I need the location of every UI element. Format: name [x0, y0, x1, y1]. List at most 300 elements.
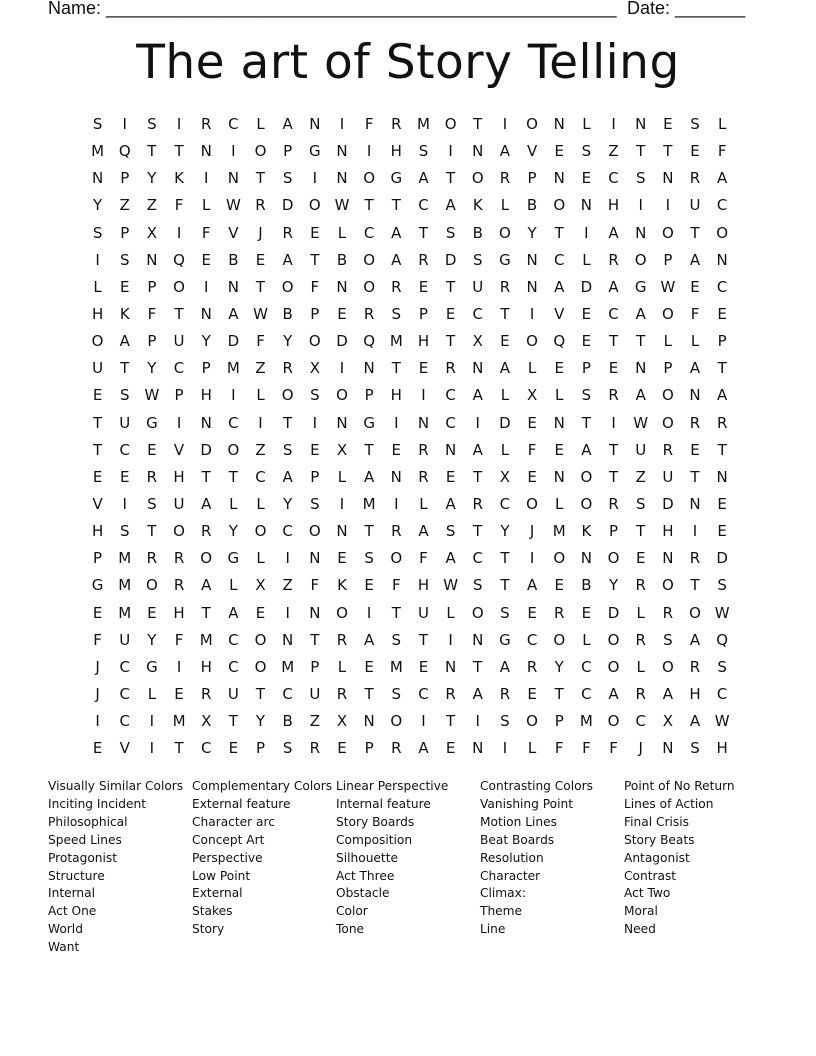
grid-letter[interactable]: O	[661, 657, 674, 676]
grid-letter[interactable]: K	[174, 169, 184, 188]
grid-letter[interactable]: L	[663, 332, 673, 351]
grid-letter[interactable]: I	[312, 169, 318, 188]
grid-letter[interactable]: U	[173, 332, 185, 351]
grid-letter[interactable]: F	[609, 739, 618, 758]
grid-letter[interactable]: M	[118, 603, 132, 622]
grid-letter[interactable]: X	[336, 712, 348, 731]
grid-letter[interactable]: N	[390, 467, 402, 486]
grid-letter[interactable]: E	[635, 549, 646, 568]
grid-letter[interactable]: H	[417, 576, 430, 595]
grid-letter[interactable]: E	[445, 739, 456, 758]
grid-letter[interactable]: Y	[147, 630, 157, 649]
grid-letter[interactable]: C	[445, 413, 456, 432]
grid-letter[interactable]: T	[310, 630, 320, 649]
grid-letter[interactable]: N	[336, 169, 348, 188]
grid-letter[interactable]: O	[363, 169, 376, 188]
grid-letter[interactable]: O	[607, 712, 620, 731]
grid-letter[interactable]: I	[95, 712, 100, 731]
grid-letter[interactable]: B	[472, 223, 483, 242]
grid-letter[interactable]: E	[554, 359, 564, 378]
grid-letter[interactable]: T	[147, 142, 157, 161]
grid-letter[interactable]: L	[500, 386, 510, 405]
grid-letter[interactable]: O	[363, 250, 376, 269]
grid-letter[interactable]: Z	[282, 576, 293, 595]
grid-letter[interactable]: T	[174, 739, 184, 758]
grid-letter[interactable]: T	[364, 440, 374, 459]
grid-letter[interactable]: N	[227, 277, 239, 296]
grid-letter[interactable]: J	[529, 522, 535, 541]
grid-letter[interactable]: C	[173, 359, 185, 378]
grid-letter[interactable]: I	[502, 739, 508, 758]
grid-letter[interactable]: E	[527, 603, 537, 622]
grid-letter[interactable]: Y	[608, 576, 619, 595]
grid-letter[interactable]: T	[228, 712, 238, 731]
grid-letter[interactable]: E	[92, 467, 103, 486]
grid-letter[interactable]: S	[500, 603, 510, 622]
grid-letter[interactable]: M	[362, 494, 376, 513]
grid-letter[interactable]: I	[448, 630, 453, 649]
grid-letter[interactable]: L	[256, 115, 265, 133]
grid-letter[interactable]: L	[419, 494, 428, 513]
grid-letter[interactable]: C	[200, 739, 212, 758]
grid-letter[interactable]: O	[553, 196, 566, 215]
grid-letter[interactable]: T	[446, 712, 456, 731]
grid-letter[interactable]: I	[231, 386, 236, 405]
grid-letter[interactable]: A	[499, 657, 511, 676]
grid-letter[interactable]: A	[689, 250, 701, 269]
grid-letter[interactable]: C	[119, 684, 130, 703]
grid-letter[interactable]: N	[689, 386, 701, 405]
grid-letter[interactable]: Z	[635, 467, 646, 486]
grid-letter[interactable]: I	[339, 115, 345, 133]
grid-letter[interactable]: R	[282, 359, 293, 378]
grid-letter[interactable]: U	[309, 684, 321, 703]
grid-letter[interactable]: D	[281, 196, 294, 215]
grid-letter[interactable]: L	[555, 386, 564, 405]
grid-letter[interactable]: H	[716, 739, 728, 758]
grid-letter[interactable]: L	[636, 657, 645, 676]
grid-letter[interactable]: T	[92, 413, 103, 432]
grid-letter[interactable]: G	[146, 657, 158, 676]
grid-letter[interactable]: A	[526, 576, 538, 595]
grid-letter[interactable]: O	[661, 304, 674, 323]
grid-letter[interactable]: S	[663, 630, 673, 649]
grid-letter[interactable]: N	[309, 115, 321, 133]
grid-letter[interactable]: E	[581, 603, 592, 622]
grid-letter[interactable]: E	[255, 603, 266, 622]
grid-letter[interactable]: C	[418, 196, 429, 215]
grid-letter[interactable]: R	[608, 250, 619, 269]
grid-letter[interactable]: I	[258, 413, 263, 432]
grid-letter[interactable]: E	[608, 359, 619, 378]
grid-letter[interactable]: S	[581, 142, 592, 161]
grid-letter[interactable]: R	[554, 603, 565, 622]
grid-letter[interactable]: O	[336, 603, 348, 622]
grid-letter[interactable]: Y	[147, 169, 157, 188]
grid-letter[interactable]: M	[226, 359, 240, 378]
grid-letter[interactable]: R	[282, 223, 293, 242]
grid-letter[interactable]: N	[553, 115, 565, 133]
grid-letter[interactable]: Y	[283, 494, 293, 513]
grid-letter[interactable]: A	[418, 522, 429, 541]
grid-letter[interactable]: R	[608, 386, 619, 405]
grid-letter[interactable]: P	[581, 359, 591, 378]
grid-letter[interactable]: E	[92, 603, 103, 622]
grid-letter[interactable]: B	[282, 712, 293, 731]
grid-letter[interactable]: O	[145, 576, 158, 595]
grid-letter[interactable]: C	[228, 630, 239, 649]
grid-letter[interactable]: T	[663, 142, 673, 161]
grid-letter[interactable]: L	[582, 250, 591, 269]
grid-letter[interactable]: T	[418, 630, 429, 649]
grid-letter[interactable]: A	[689, 630, 701, 649]
grid-letter[interactable]: O	[661, 413, 674, 432]
grid-letter[interactable]: Q	[173, 250, 185, 269]
grid-letter[interactable]: O	[634, 250, 647, 269]
grid-letter[interactable]: I	[203, 277, 209, 296]
grid-letter[interactable]: E	[554, 142, 564, 161]
grid-letter[interactable]: Y	[147, 359, 157, 378]
grid-letter[interactable]: L	[93, 277, 102, 296]
grid-letter[interactable]: T	[446, 169, 456, 188]
grid-letter[interactable]: C	[553, 250, 565, 269]
grid-letter[interactable]: O	[173, 522, 185, 541]
grid-letter[interactable]: Z	[255, 440, 266, 459]
grid-letter[interactable]: S	[690, 739, 700, 758]
grid-letter[interactable]: S	[282, 739, 293, 758]
grid-letter[interactable]: I	[285, 603, 290, 622]
grid-letter[interactable]: O	[471, 603, 484, 622]
grid-letter[interactable]: T	[391, 196, 401, 215]
grid-letter[interactable]: P	[609, 522, 619, 541]
grid-letter[interactable]: A	[445, 549, 456, 568]
grid-letter[interactable]: R	[309, 739, 321, 758]
grid-letter[interactable]: T	[364, 684, 374, 703]
grid-letter[interactable]: J	[95, 684, 100, 703]
grid-letter[interactable]: O	[336, 386, 348, 405]
grid-letter[interactable]: N	[444, 657, 457, 676]
grid-letter[interactable]: E	[119, 277, 130, 296]
grid-letter[interactable]: O	[363, 277, 376, 296]
grid-letter[interactable]: P	[527, 169, 537, 188]
grid-letter[interactable]: S	[635, 494, 646, 513]
grid-letter[interactable]: R	[526, 657, 538, 676]
grid-letter[interactable]: I	[421, 712, 426, 731]
grid-letter[interactable]: F	[310, 576, 320, 595]
grid-letter[interactable]: C	[228, 413, 239, 432]
grid-letter[interactable]: F	[174, 196, 184, 215]
grid-letter[interactable]: R	[445, 359, 456, 378]
grid-letter[interactable]: O	[308, 522, 321, 541]
grid-letter[interactable]: O	[607, 657, 620, 676]
grid-letter[interactable]: C	[499, 494, 511, 513]
grid-letter[interactable]: R	[200, 115, 212, 133]
grid-letter[interactable]: E	[717, 304, 727, 323]
grid-letter[interactable]: R	[255, 196, 266, 215]
grid-letter[interactable]: X	[336, 440, 348, 459]
grid-letter[interactable]: F	[256, 332, 265, 351]
grid-letter[interactable]: I	[475, 712, 480, 731]
grid-letter[interactable]: R	[689, 413, 701, 432]
grid-letter[interactable]: C	[119, 440, 130, 459]
grid-letter[interactable]: G	[390, 169, 403, 188]
grid-letter[interactable]: T	[554, 684, 564, 703]
grid-letter[interactable]: T	[690, 223, 700, 242]
grid-letter[interactable]: E	[174, 684, 184, 703]
grid-letter[interactable]: L	[527, 739, 537, 758]
grid-letter[interactable]: L	[337, 467, 347, 486]
grid-letter[interactable]: N	[635, 223, 647, 242]
grid-letter[interactable]: N	[146, 250, 158, 269]
grid-letter[interactable]: R	[635, 684, 646, 703]
grid-letter[interactable]: A	[608, 277, 619, 296]
grid-letter[interactable]: R	[418, 250, 429, 269]
grid-letter[interactable]: U	[92, 359, 104, 378]
grid-letter[interactable]: C	[472, 549, 483, 568]
grid-letter[interactable]: E	[92, 386, 103, 405]
grid-letter[interactable]: O	[526, 332, 538, 351]
letter-grid[interactable]	[84, 111, 736, 762]
grid-letter[interactable]: S	[92, 115, 103, 133]
grid-letter[interactable]: S	[92, 223, 103, 242]
grid-letter[interactable]: A	[608, 223, 619, 242]
grid-letter[interactable]: U	[662, 467, 674, 486]
grid-letter[interactable]: N	[444, 440, 457, 459]
grid-letter[interactable]: T	[120, 359, 130, 378]
grid-letter[interactable]: A	[282, 467, 293, 486]
grid-letter[interactable]: O	[227, 440, 240, 459]
grid-letter[interactable]: N	[472, 739, 484, 758]
grid-letter[interactable]: Q	[553, 332, 566, 351]
grid-letter[interactable]: A	[228, 603, 239, 622]
grid-letter[interactable]: T	[228, 467, 238, 486]
grid-letter[interactable]: N	[553, 169, 565, 188]
grid-letter[interactable]: O	[553, 630, 566, 649]
grid-letter[interactable]: O	[444, 115, 457, 133]
grid-letter[interactable]: R	[391, 522, 402, 541]
grid-letter[interactable]: E	[418, 359, 429, 378]
grid-letter[interactable]: S	[364, 549, 374, 568]
grid-letter[interactable]: P	[663, 359, 673, 378]
grid-letter[interactable]: T	[364, 522, 374, 541]
grid-letter[interactable]: F	[364, 115, 374, 133]
grid-letter[interactable]: R	[499, 169, 511, 188]
grid-letter[interactable]: M	[199, 630, 213, 649]
grid-letter[interactable]: P	[201, 359, 211, 378]
grid-letter[interactable]: N	[336, 142, 348, 161]
grid-letter[interactable]: C	[581, 684, 592, 703]
grid-letter[interactable]: L	[690, 332, 700, 351]
grid-letter[interactable]: X	[499, 467, 511, 486]
grid-letter[interactable]: T	[608, 332, 619, 351]
grid-letter[interactable]: A	[418, 169, 429, 188]
grid-letter[interactable]: J	[258, 223, 263, 242]
grid-letter[interactable]: C	[608, 169, 619, 188]
grid-letter[interactable]: C	[472, 304, 483, 323]
grid-letter[interactable]: O	[308, 332, 321, 351]
grid-letter[interactable]: O	[661, 576, 674, 595]
grid-letter[interactable]: Y	[527, 223, 537, 242]
grid-letter[interactable]: T	[717, 359, 727, 378]
grid-letter[interactable]: M	[389, 332, 403, 351]
grid-letter[interactable]: G	[363, 413, 375, 432]
grid-letter[interactable]: I	[665, 196, 671, 215]
grid-letter[interactable]: G	[499, 630, 511, 649]
grid-letter[interactable]: Q	[363, 332, 376, 351]
grid-letter[interactable]: S	[473, 576, 483, 595]
grid-letter[interactable]: E	[445, 467, 456, 486]
grid-letter[interactable]: F	[174, 630, 184, 649]
grid-letter[interactable]: G	[309, 142, 321, 161]
grid-letter[interactable]: N	[336, 277, 348, 296]
grid-letter[interactable]: N	[553, 467, 565, 486]
grid-letter[interactable]: I	[122, 115, 127, 133]
grid-letter[interactable]: T	[92, 440, 103, 459]
grid-letter[interactable]: W	[714, 712, 730, 731]
grid-letter[interactable]: A	[445, 494, 456, 513]
grid-letter[interactable]: D	[200, 440, 212, 459]
grid-letter[interactable]: T	[255, 277, 266, 296]
grid-letter[interactable]: H	[200, 657, 212, 676]
grid-letter[interactable]: R	[418, 467, 429, 486]
grid-letter[interactable]: H	[689, 684, 701, 703]
grid-letter[interactable]: O	[200, 549, 213, 568]
grid-letter[interactable]: T	[473, 115, 483, 133]
grid-letter[interactable]: C	[608, 304, 619, 323]
grid-letter[interactable]: N	[689, 494, 701, 513]
grid-letter[interactable]: C	[119, 657, 130, 676]
grid-letter[interactable]: O	[526, 712, 538, 731]
grid-letter[interactable]: O	[499, 223, 511, 242]
grid-letter[interactable]: T	[283, 413, 293, 432]
grid-letter[interactable]: T	[391, 359, 401, 378]
grid-letter[interactable]: R	[499, 277, 511, 296]
grid-letter[interactable]: S	[391, 630, 402, 649]
grid-letter[interactable]: O	[661, 386, 674, 405]
grid-letter[interactable]: F	[717, 142, 727, 161]
grid-letter[interactable]: O	[689, 603, 701, 622]
grid-letter[interactable]: L	[256, 386, 265, 405]
grid-letter[interactable]: A	[581, 440, 592, 459]
grid-letter[interactable]: Q	[118, 142, 131, 161]
grid-letter[interactable]: O	[91, 332, 104, 351]
grid-letter[interactable]: A	[472, 684, 483, 703]
grid-letter[interactable]: T	[418, 223, 429, 242]
grid-letter[interactable]: R	[200, 684, 212, 703]
grid-letter[interactable]: N	[282, 630, 294, 649]
grid-letter[interactable]: L	[229, 576, 238, 595]
grid-letter[interactable]: E	[717, 494, 727, 513]
grid-letter[interactable]: E	[581, 304, 592, 323]
grid-letter[interactable]: R	[173, 576, 185, 595]
grid-letter[interactable]: E	[92, 739, 103, 758]
grid-letter[interactable]: E	[337, 739, 347, 758]
grid-letter[interactable]: T	[500, 549, 510, 568]
grid-letter[interactable]: S	[119, 386, 130, 405]
grid-letter[interactable]: A	[472, 440, 483, 459]
grid-letter[interactable]: T	[500, 304, 510, 323]
grid-letter[interactable]: A	[635, 386, 646, 405]
grid-letter[interactable]: S	[310, 386, 320, 405]
grid-letter[interactable]: N	[662, 549, 674, 568]
grid-letter[interactable]: O	[390, 549, 403, 568]
grid-letter[interactable]: S	[147, 494, 157, 513]
grid-letter[interactable]: O	[254, 142, 267, 161]
grid-letter[interactable]: E	[581, 169, 592, 188]
grid-letter[interactable]: X	[201, 712, 212, 731]
grid-letter[interactable]: T	[608, 440, 619, 459]
grid-letter[interactable]: P	[120, 169, 130, 188]
grid-letter[interactable]: N	[309, 603, 321, 622]
grid-letter[interactable]: O	[553, 549, 566, 568]
grid-letter[interactable]: O	[254, 657, 267, 676]
grid-letter[interactable]: A	[554, 277, 565, 296]
grid-letter[interactable]: S	[690, 115, 700, 133]
grid-letter[interactable]: B	[228, 250, 239, 269]
grid-letter[interactable]: G	[634, 277, 647, 296]
grid-letter[interactable]: E	[527, 413, 537, 432]
grid-letter[interactable]: R	[445, 684, 456, 703]
grid-letter[interactable]: T	[391, 603, 401, 622]
grid-letter[interactable]: C	[363, 223, 375, 242]
grid-letter[interactable]: T	[636, 332, 646, 351]
grid-letter[interactable]: T	[446, 332, 456, 351]
grid-letter[interactable]: V	[526, 142, 538, 161]
grid-letter[interactable]: E	[581, 332, 592, 351]
grid-letter[interactable]: N	[227, 169, 239, 188]
grid-letter[interactable]: X	[526, 386, 538, 405]
grid-letter[interactable]: I	[448, 142, 453, 161]
grid-letter[interactable]: H	[173, 603, 185, 622]
grid-letter[interactable]: A	[228, 304, 239, 323]
grid-letter[interactable]: N	[580, 196, 592, 215]
grid-letter[interactable]: E	[364, 576, 374, 595]
grid-letter[interactable]: E	[310, 440, 320, 459]
grid-letter[interactable]: I	[339, 359, 345, 378]
grid-letter[interactable]: W	[633, 413, 649, 432]
grid-letter[interactable]: M	[118, 549, 132, 568]
grid-letter[interactable]: S	[282, 169, 293, 188]
grid-letter[interactable]: F	[147, 304, 157, 323]
grid-letter[interactable]: I	[529, 549, 535, 568]
grid-letter[interactable]: I	[394, 494, 399, 513]
grid-letter[interactable]: F	[690, 304, 700, 323]
grid-letter[interactable]: K	[472, 196, 483, 215]
grid-letter[interactable]: H	[607, 196, 620, 215]
grid-letter[interactable]: I	[638, 196, 643, 215]
grid-letter[interactable]: A	[364, 630, 375, 649]
grid-letter[interactable]: I	[366, 142, 372, 161]
grid-letter[interactable]: Q	[716, 630, 729, 649]
grid-letter[interactable]: F	[93, 630, 102, 649]
grid-letter[interactable]: O	[281, 386, 294, 405]
grid-letter[interactable]: L	[500, 440, 510, 459]
grid-letter[interactable]: F	[554, 739, 564, 758]
grid-letter[interactable]: I	[366, 603, 372, 622]
grid-letter[interactable]: P	[310, 657, 320, 676]
grid-letter[interactable]: V	[119, 739, 130, 758]
grid-letter[interactable]: R	[472, 494, 483, 513]
grid-letter[interactable]: E	[255, 250, 266, 269]
grid-letter[interactable]: P	[554, 712, 564, 731]
grid-letter[interactable]: I	[475, 413, 480, 432]
grid-letter[interactable]: A	[499, 142, 511, 161]
grid-letter[interactable]: N	[526, 250, 538, 269]
grid-letter[interactable]: L	[147, 684, 157, 703]
grid-letter[interactable]: N	[526, 277, 538, 296]
grid-letter[interactable]: F	[582, 739, 591, 758]
date-field[interactable]: Date: _______	[627, 0, 746, 18]
